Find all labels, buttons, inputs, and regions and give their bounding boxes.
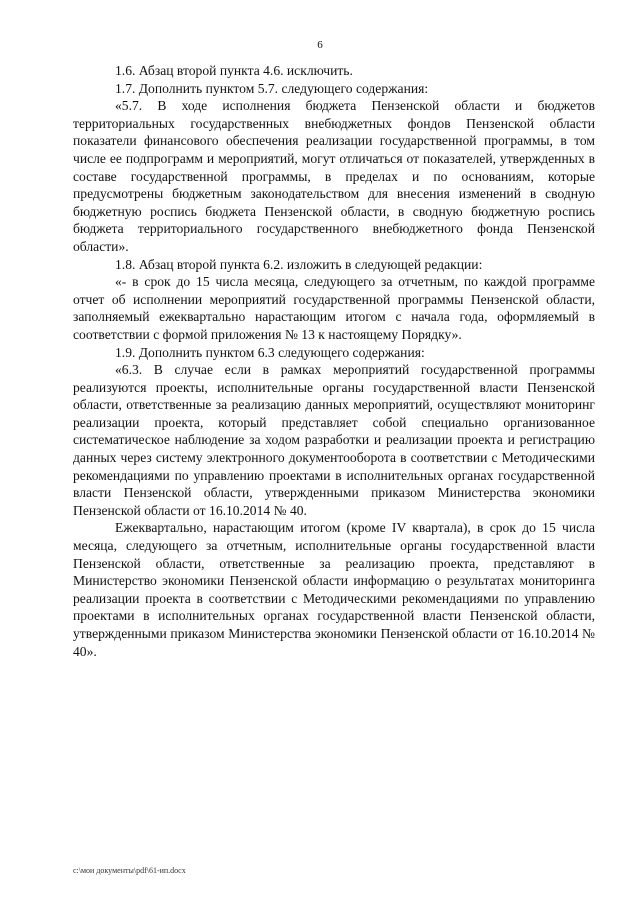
paragraph-1-9: 1.9. Дополнить пунктом 6.3 следующего содержания:: [115, 344, 425, 360]
paragraph-1-7: 1.7. Дополнить пунктом 5.7. следующего содержания:: [115, 80, 429, 96]
page-number: 6: [317, 39, 323, 51]
document-body: [73, 62, 595, 660]
paragraph-6-3-text: «6.3. В случае если в рамках мероприятий государственной программы реализуются проекты, исполнительные органы государственной власти Пензенской области, ответственные за реализацию данных мероприятий, осуществляют мониторинг реализации проекта, который представляет собой специально организованное систематическое наблюдение за ходом разработки и реализации проекта и регистрацию данных через систему электронного документооборота в соответствии с Методическими рекомендациями по управлению проектами в исполнительных органах государственной власти Пензенской области, утвержденными приказом Министерства экономики Пензенской области от 16.10.2014 № 40.: [73, 362, 595, 518]
file-path-footer: c:\мои документы\pdf\61-ип.docx: [73, 866, 186, 875]
paragraph-1-8: 1.8. Абзац второй пункта 6.2. изложить в следующей редакции:: [115, 256, 483, 272]
paragraph-1-6: 1.6. Абзац второй пункта 4.6. исключить.: [115, 63, 353, 78]
paragraph-6-2-text: «- в срок до 15 числа месяца, следующего за отчетным, по каждой программе отчет об исполнении мероприятий государственной программы Пензенской области, заполняемый ежеквартально нарастающим итогом с начала года, оформляемый в соответствии с формой приложения № 13 к настоящему Порядку».: [73, 274, 595, 342]
paragraph-5-7-text: «5.7. В ходе исполнения бюджета Пензенской области и бюджетов территориальных государственных внебюджетных фондов Пензенской области показатели финансового обеспечения реализации государственной программы, в том числе ее подпрограмм и мероприятий, могут отличаться от показателей, утвержденных в составе государственной программы, в пределах и по основаниям, которые предусмотрены бюджетным законодательством для внесения изменений в сводную бюджетную роспись бюджета Пензенской области, в сводную бюджетную роспись бюджета территориального государственного внебюджетного фонда Пензенской области».: [73, 98, 595, 254]
paragraph-quarterly: Ежеквартально, нарастающим итогом (кроме IV квартала), в срок до 15 числа месяца, следующего за отчетным, исполнительные органы государственной власти Пензенской области, ответственные за реализацию проекта, представляют в Министерство экономики Пензенской области информацию о результатах мониторинга реализации проекта в соответствии с Методическими рекомендациями по управлению проектами в исполнительных органах государственной власти Пензенской области, утвержденными приказом Министерства экономики Пензенской области от 16.10.2014 № 40».: [73, 520, 595, 659]
